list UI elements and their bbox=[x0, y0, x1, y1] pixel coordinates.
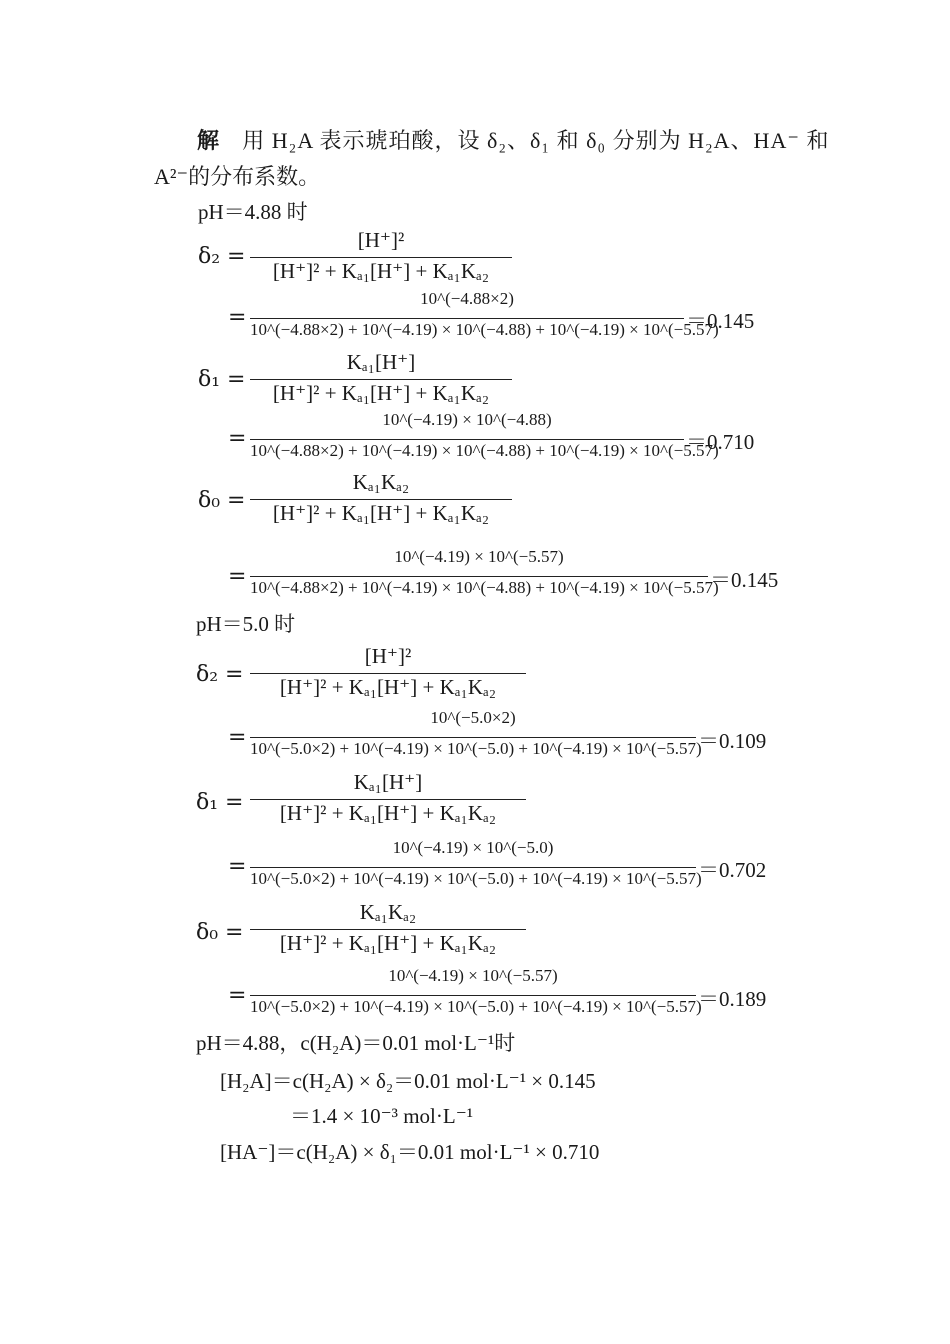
s2-d1-label: δ₁ = bbox=[196, 790, 244, 815]
s2-d1-general-num: Kₐ₁[H⁺] bbox=[353, 770, 423, 794]
s1-d0-general-fraction bbox=[250, 470, 512, 530]
s2-d2-general-num: [H⁺]² bbox=[364, 644, 412, 668]
s1-d2-den: 10^(−4.88×2) + 10^(−4.19) × 10^(−4.88) + 10^(−4.19) × 10^(−5.57) bbox=[250, 320, 719, 339]
s2-d1-numeric-fraction bbox=[250, 838, 702, 898]
section-heading-ph488: pH＝4.88 时 bbox=[198, 200, 308, 224]
s2-d0-num: 10^(−4.19) × 10^(−5.57) bbox=[388, 966, 558, 985]
s1-d2-numeric-fraction bbox=[250, 289, 719, 349]
s1-d1-result: ＝0.710 bbox=[686, 430, 755, 454]
s2-d2-general-fraction bbox=[250, 644, 526, 704]
s1-d1-general-num: Kₐ₁[H⁺] bbox=[346, 350, 416, 374]
s1-d2-result: ＝0.145 bbox=[686, 309, 755, 333]
s2-d0-general-fraction bbox=[250, 900, 526, 960]
s2-d2-general-den: [H⁺]² + Kₐ₁[H⁺] + Kₐ₁Kₐ₂ bbox=[279, 675, 497, 699]
s1-d2-general-den: [H⁺]² + Kₐ₁[H⁺] + Kₐ₁Kₐ₂ bbox=[272, 259, 490, 283]
section-heading-concentration: pH＝4.88，c(H₂A)＝0.01 mol·L⁻¹时 bbox=[196, 1031, 516, 1055]
s1-d1-general-den: [H⁺]² + Kₐ₁[H⁺] + Kₐ₁Kₐ₂ bbox=[272, 381, 490, 405]
s1-d0-numeric-fraction bbox=[250, 547, 719, 607]
s2-d1-result: ＝0.702 bbox=[698, 858, 767, 882]
intro-line-1 bbox=[197, 124, 829, 155]
s1-d2-general-num: [H⁺]² bbox=[357, 228, 405, 252]
s1-d0-num: 10^(−4.19) × 10^(−5.57) bbox=[394, 547, 564, 566]
intro-text: 用 H₂A 表示琥珀酸，设 δ₂、δ₁ 和 δ₀ 分别为 H₂A、HA⁻ 和 bbox=[242, 128, 830, 153]
s2-d2-eq: = bbox=[228, 725, 247, 750]
s2-d2-num: 10^(−5.0×2) bbox=[430, 708, 516, 727]
s1-d1-label: δ₁ = bbox=[198, 367, 246, 392]
s2-d0-den: 10^(−5.0×2) + 10^(−4.19) × 10^(−5.0) + 10^(−4.19) × 10^(−5.57) bbox=[250, 997, 702, 1016]
s1-d1-general-fraction bbox=[250, 350, 512, 410]
s2-d0-eq: = bbox=[228, 983, 247, 1008]
s2-d0-result: ＝0.189 bbox=[698, 987, 767, 1011]
s2-d1-general-den: [H⁺]² + Kₐ₁[H⁺] + Kₐ₁Kₐ₂ bbox=[279, 801, 497, 825]
s1-d1-den: 10^(−4.88×2) + 10^(−4.19) × 10^(−4.88) + 10^(−4.19) × 10^(−5.57) bbox=[250, 441, 719, 460]
s1-d0-general-den: [H⁺]² + Kₐ₁[H⁺] + Kₐ₁Kₐ₂ bbox=[272, 501, 490, 525]
s2-d0-general-num: Kₐ₁Kₐ₂ bbox=[359, 900, 417, 924]
s1-d1-num: 10^(−4.19) × 10^(−4.88) bbox=[382, 410, 552, 429]
s2-d1-den: 10^(−5.0×2) + 10^(−4.19) × 10^(−5.0) + 10^(−4.19) × 10^(−5.57) bbox=[250, 869, 702, 888]
s2-d2-result: ＝0.109 bbox=[698, 729, 767, 753]
s1-d0-den: 10^(−4.88×2) + 10^(−4.19) × 10^(−4.88) + 10^(−4.19) × 10^(−5.57) bbox=[250, 578, 719, 597]
s1-d1-eq: = bbox=[228, 426, 247, 451]
s1-d0-eq: = bbox=[228, 564, 247, 589]
intro-line-2: A²⁻的分布系数。 bbox=[154, 164, 321, 189]
s1-d0-result: ＝0.145 bbox=[710, 568, 779, 592]
s2-d1-num: 10^(−4.19) × 10^(−5.0) bbox=[392, 838, 554, 857]
s1-d2-eq: = bbox=[228, 305, 247, 330]
ha-concentration-line: [HA⁻]＝c(H₂A) × δ₁＝0.01 mol·L⁻¹ × 0.710 bbox=[220, 1140, 600, 1164]
solution-label: 解 bbox=[197, 128, 220, 153]
s1-d1-numeric-fraction bbox=[250, 410, 719, 470]
s2-d2-label: δ₂ = bbox=[196, 662, 244, 687]
h2a-concentration-line: [H₂A]＝c(H₂A) × δ₂＝0.01 mol·L⁻¹ × 0.145 bbox=[220, 1069, 596, 1093]
s2-d0-general-den: [H⁺]² + Kₐ₁[H⁺] + Kₐ₁Kₐ₂ bbox=[279, 931, 497, 955]
section-heading-ph50: pH＝5.0 时 bbox=[196, 612, 296, 636]
s2-d2-numeric-fraction bbox=[250, 708, 702, 768]
h2a-concentration-result: ＝1.4 × 10⁻³ mol·L⁻¹ bbox=[290, 1104, 474, 1128]
s2-d1-eq: = bbox=[228, 854, 247, 879]
s1-d2-num: 10^(−4.88×2) bbox=[420, 289, 514, 308]
s1-d2-general-fraction bbox=[250, 228, 512, 288]
s1-d0-label: δ₀ = bbox=[198, 488, 246, 513]
s1-d0-general-num: Kₐ₁Kₐ₂ bbox=[352, 470, 410, 494]
s2-d0-numeric-fraction bbox=[250, 966, 702, 1026]
s2-d0-label: δ₀ = bbox=[196, 920, 244, 945]
s2-d1-general-fraction bbox=[250, 770, 526, 830]
s2-d2-den: 10^(−5.0×2) + 10^(−4.19) × 10^(−5.0) + 10^(−4.19) × 10^(−5.57) bbox=[250, 739, 702, 758]
s1-d2-label: δ₂ = bbox=[198, 244, 246, 269]
